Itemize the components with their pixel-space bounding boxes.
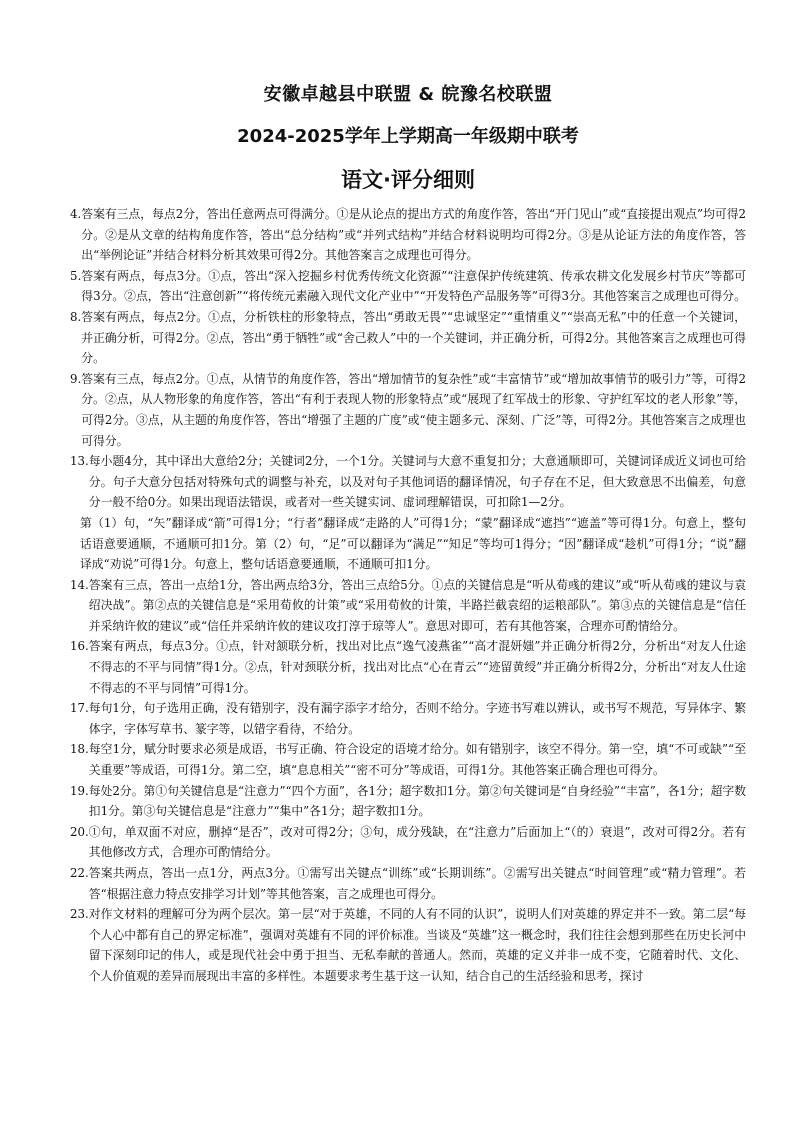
item-text: 答案有两点，每点3分。①点，针对颔联分析，找出对比点“逸气凌燕雀”“高才混妍媸”并正确分析得2分，分析出“对友人仕途不得志的不平与同情”得1分。②点，针对颈联分析，找出对比点“心在青云”“迹留黄绶”并正确分析得2分，分析出“对友人仕途不得志的不平与同情”可得1分。 xyxy=(88,639,746,695)
alliance-title: 安徽卓越县中联盟 & 皖豫名校联盟 xyxy=(263,84,553,105)
scoring-item-9 xyxy=(70,369,746,451)
exam-title: 2024-2025学年上学期高一年级期中联考 xyxy=(237,126,579,147)
item-text: 每空1分，赋分时要求必须是成语，书写正确、符合设定的语境才给分。如有错别字，该空不得分。第一空，填“不可或缺”“至关重要”等成语，可得1分。第二空，填“息息相关”“密不可分”等成语，可得1分。其他答案正确合理也可得分。 xyxy=(88,742,746,778)
scoring-item-5 xyxy=(70,266,746,307)
item-number: 19. xyxy=(70,783,89,798)
item-number: 18. xyxy=(70,742,89,757)
scoring-item-13 xyxy=(70,451,746,513)
item-text: 每处2分。第①句关键信息是“注意力”“四个方面”，各1分；超字数扣1分。第②句关键词是“自身经验”“丰富”，各1分；超字数扣1分。第③句关键信息是“注意力”“集中”各1分；超字数扣1分。 xyxy=(88,783,746,819)
item-text: 每句1分，句子选用正确，没有错别字，没有漏字添字才给分，否则不给分。字迹书写难以辨认，或书写不规范，写异体字、繁体字，字体写草书、篆字等，以错字看待，不给分。 xyxy=(88,701,746,736)
scoring-item-4 xyxy=(70,204,746,266)
item-number: 4. xyxy=(70,207,82,221)
subject-title: 语文·评分细则 xyxy=(341,168,475,192)
item-number: 20. xyxy=(70,824,89,839)
scoring-item-13-detail xyxy=(70,513,746,575)
item-number: 13. xyxy=(70,454,89,469)
item-number: 22. xyxy=(70,866,89,880)
item-number: 17. xyxy=(70,701,89,716)
item-number: 8. xyxy=(70,309,82,324)
item-number: 23. xyxy=(70,907,89,922)
item-text: 答案有三点，每点2分，答出任意两点可得满分。①是从论点的提出方式的角度作答，答出“开门见山”或“直接提出观点”均可得2分。②是从文章的结构角度作答，答出“总分结构”或“并列式结构”并结合材料说明均可得2分。③是从论证方法的角度作答，答出“举例论证”并结合材料分析其效果可得2分。其他答案言之成理也可得分。 xyxy=(81,207,746,263)
item-text: 答案有三点，答出一点给1分，答出两点给3分，答出三点给5分。①点的关键信息是“听从荀彧的建议”或“听从荀彧的建议与袁绍决战”。第②点的关键信息是“采用荀攸的计策”或“采用荀攸的计策，半路拦截袁绍的运粮部队”。第③点的关键信息是“信任并采纳许攸的建议”或“信任并采纳许攸的建议攻打淳于琼等人”。意思对即可，若有其他答案，合理亦可酌情给分。 xyxy=(88,577,746,633)
scoring-item-19 xyxy=(70,781,746,822)
document-header xyxy=(70,80,746,194)
item-number: 9. xyxy=(70,371,82,386)
scoring-item-16 xyxy=(70,636,746,698)
item-text: 答案共两点，答出一点1分，两点3分。①需写出关键点“训练”或“长期训练”。②需写出关键点“时间管理”或“精力管理”。若答“根据注意力特点安排学习计划”等其他答案，言之成理也可得分。 xyxy=(88,866,746,901)
scoring-item-20 xyxy=(70,822,746,863)
item-text: 第（1）句，“矢”翻译成“箭”可得1分；“行者”翻译成“走路的人”可得1分；“蒙”翻译成“遮挡”“遮盖”等可得1分。句意上，整句话语意要通顺，不通顺可扣1分。第（2）句，“足”可以翻译为“满足”“知足”等均可1得分；“因”翻译成“趁机”可得1分；“说”翻译成“劝说”可得1分。句意上，整句话语意要通顺，不通顺可扣1分。 xyxy=(80,515,746,572)
item-text: 每小题4分，其中译出大意给2分；关键词2分，一个1分。关键词与大意不重复扣分；大意通顺即可，关键词译成近义词也可给分。句子大意分包括对特殊句式的调整与补充，以及对句子其他词语的翻译情况，句子存在不足，但大致意思不出偏差，句意分一般不给0分。如果出现语法错误，或者对一些关键实词、虚词理解错误，可扣除1—2分。 xyxy=(88,454,746,510)
item-text: 答案有两点，每点2分。①点，分析铁柱的形象特点，答出“勇敢无畏”“忠诚坚定”“重情重义”“崇高无私”中的任意一个关键词，并正确分析，可得2分。②点，答出“勇于牺牲”或“舍己救人”中的一个关键词，并正确分析，可得2分。其他答案言之成理也可得分。 xyxy=(81,309,746,366)
item-text: ①句，单双面不对应，删掉“是否”，改对可得2分；③句，成分残缺，在“注意力”后面加上“（的）衰退”，改对可得2分。若有其他修改方式，合理亦可酌情给分。 xyxy=(88,824,746,860)
item-text: 答案有两点，每点3分。①点，答出“深入挖掘乡村优秀传统文化资源”“注意保护传统建筑、传承农耕文化发展乡村节庆”等都可得3分。②点，答出“注意创新”“将传统元素融入现代文化产业中”“开发特色产品服务等”可得3分。其他答案言之成理也可得分。 xyxy=(81,268,746,304)
scoring-item-14 xyxy=(70,575,746,637)
scoring-item-8 xyxy=(70,307,746,369)
scoring-item-23 xyxy=(70,904,746,986)
item-text: 对作文材料的理解可分为两个层次。第一层“对于英雄，不同的人有不同的认识”，说明人们对英雄的界定并不一致。第二层“每个人心中都有自己的界定标准”，强调对英雄有不同的评价标准。当谈及“英雄”这一概念时，我们往往会想到那些在历史长河中留下深刻印记的伟人，或是现代社会中勇于担当、无私奉献的普通人。然而，英雄的定义并非一成不变，它随着时代、文化、个人价值观的差异而展现出丰富的多样性。本题要求考生基于这一认知，结合自己的生活经验和思考，探讨 xyxy=(88,907,746,983)
item-number: 16. xyxy=(70,639,89,654)
item-number: 5. xyxy=(70,268,82,283)
scoring-item-18 xyxy=(70,739,746,780)
scoring-item-22 xyxy=(70,863,746,904)
scoring-items xyxy=(70,204,746,987)
item-text: 答案有三点，每点2分。①点，从情节的角度作答，答出“增加情节的复杂性”或“丰富情节”或“增加故事情节的吸引力”等，可得2分。②点，从人物形象的角度作答，答出“有利于表现人物的形象特点”或“展现了红军战士的形象、守护红军坟的老人形象”等，可得2分。③点，从主题的角度作答，答出“增强了主题的广度”或“使主题多元、深刻、广泛”等，可得2分。其他答案言之成理也可得分。 xyxy=(81,371,746,448)
item-number: 14. xyxy=(70,577,89,592)
scoring-item-17 xyxy=(70,698,746,739)
